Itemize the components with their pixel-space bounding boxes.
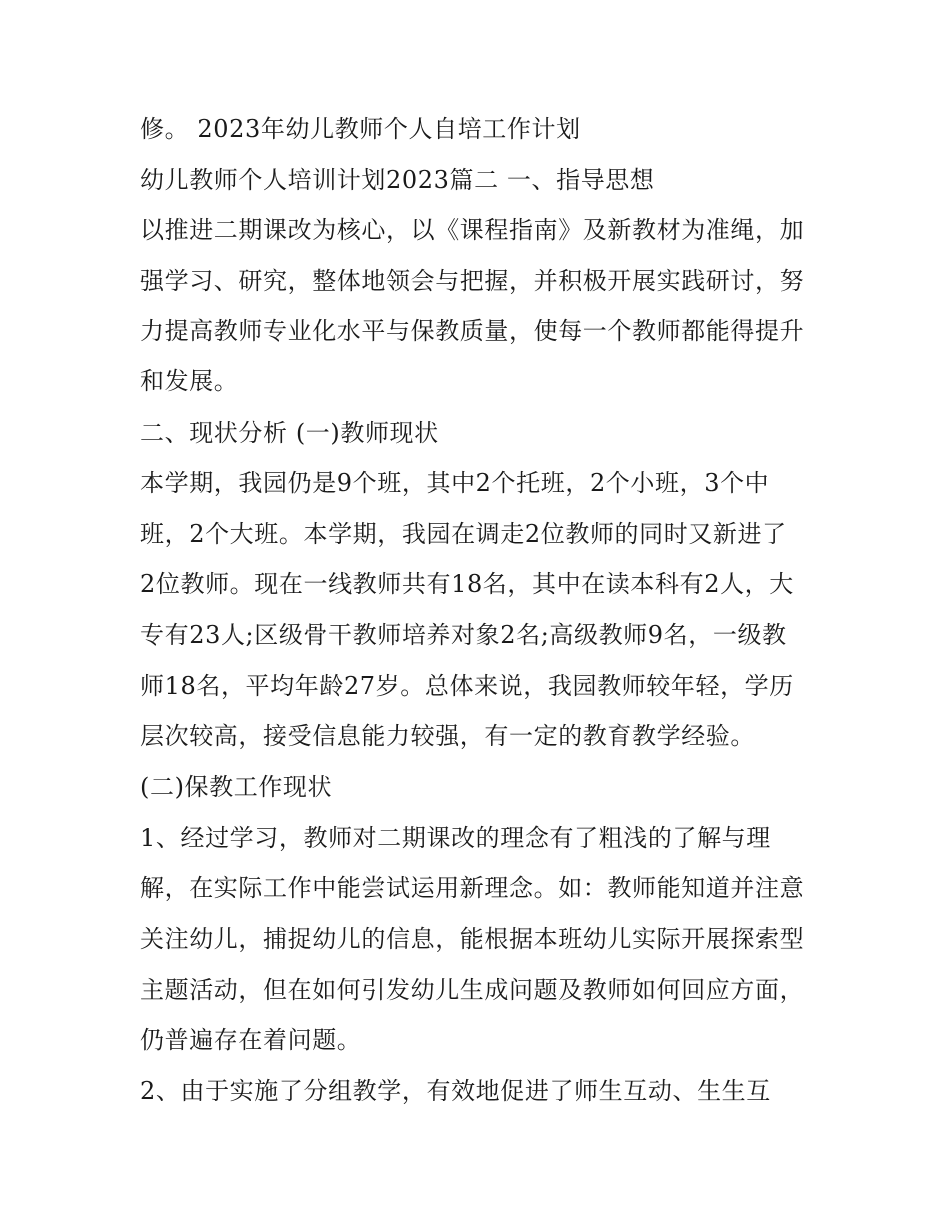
text-line: 关注幼儿，捕捉幼儿的信息，能根据本班幼儿实际开展探索型 [140,925,805,953]
text-line: 二、现状分析 (一)教师现状 [140,419,439,447]
text-line: 2位教师。现在一线教师共有18名，其中在读本科有2人，大 [140,570,794,598]
text-line: 层次较高，接受信息能力较强，有一定的教育教学经验。 [140,722,755,750]
text-line: 力提高教师专业化水平与保教质量，使每一个教师都能得提升 [140,317,805,345]
text-line: 1、经过学习，教师对二期课改的理念有了粗浅的了解与理 [140,824,771,852]
text-line: 修。 2023年幼儿教师个人自培工作计划 [140,115,581,143]
text-line: 幼儿教师个人培训计划2023篇二 一、指导思想 [140,166,655,194]
text-line: 2、由于实施了分组教学，有效地促进了师生互动、生生互 [140,1077,771,1105]
text-line: 解，在实际工作中能尝试运用新理念。如：教师能知道并注意 [140,874,805,902]
text-line: 强学习、研究，整体地领会与把握，并积极开展实践研讨，努 [140,267,805,295]
text-line: 专有23人;区级骨干教师培养对象2名;高级教师9名，一级教 [140,621,787,649]
text-line: 和发展。 [140,367,239,395]
text-line: 仍普遍存在着问题。 [140,1026,362,1054]
text-line: 以推进二期课改为核心，以《课程指南》及新教材为准绳，加 [140,216,805,244]
text-line: (二)保教工作现状 [140,773,333,801]
text-line: 本学期，我园仍是9个班，其中2个托班，2个小班，3个中 [140,469,770,497]
text-line: 师18名，平均年龄27岁。总体来说，我园教师较年轻，学历 [140,672,794,700]
text-line: 班，2个大班。本学期，我园在调走2位教师的同时又新进了 [140,520,787,548]
text-line: 主题活动，但在如何引发幼儿生成问题及教师如何回应方面， [140,976,805,1004]
